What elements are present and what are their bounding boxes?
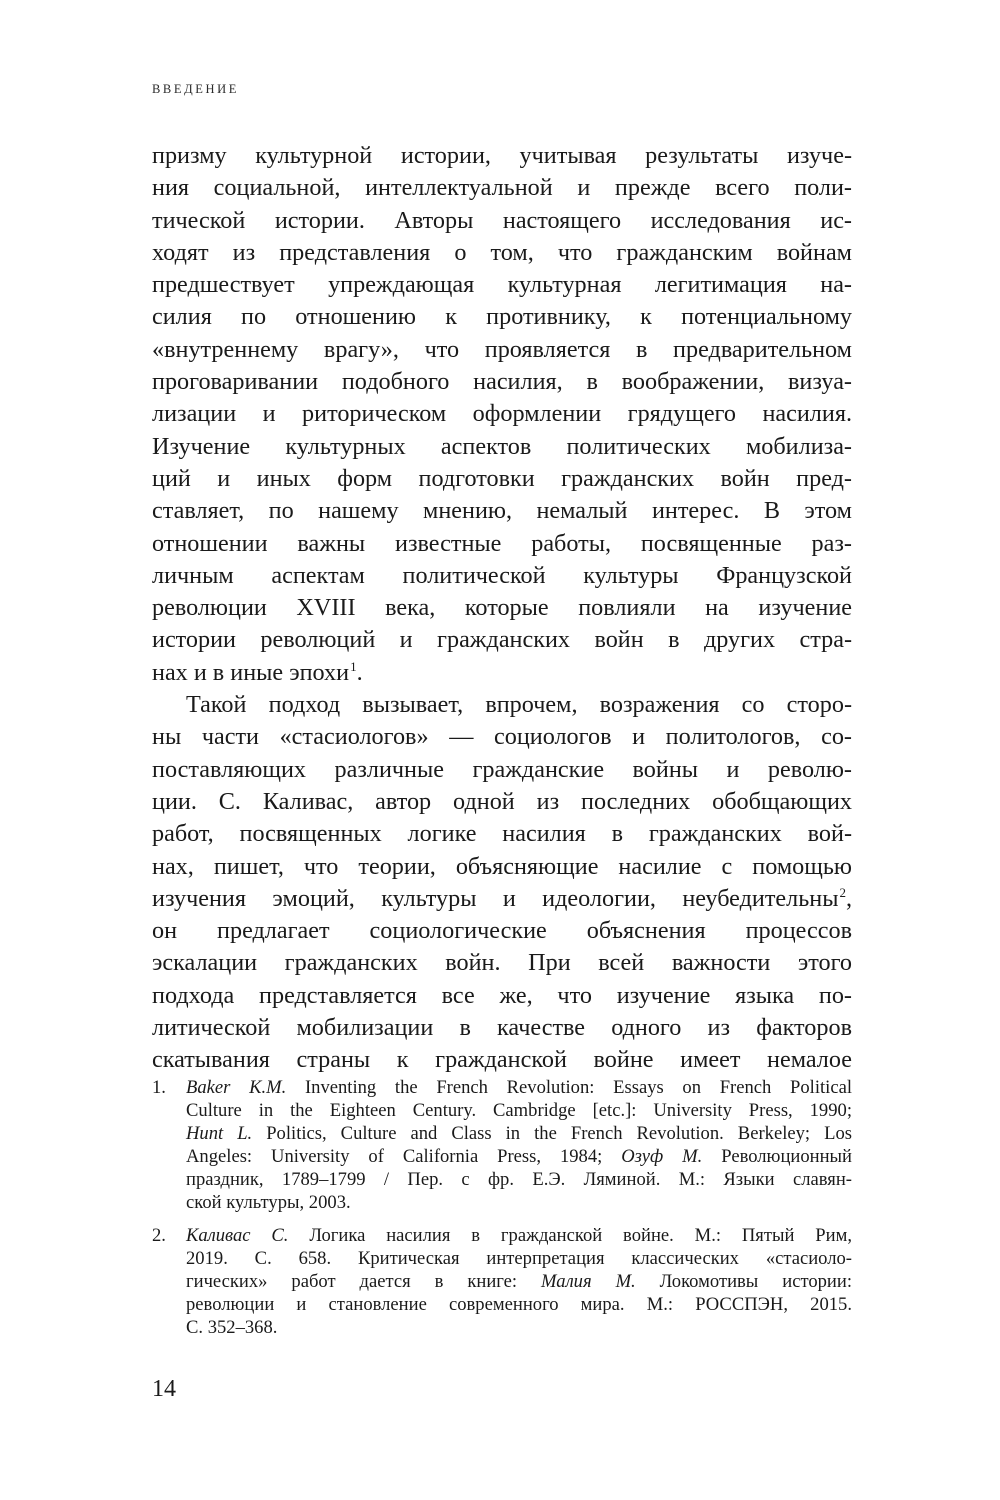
body-line-text: изучения эмоций, культуры и идеологии, неубедительны [152,884,839,912]
page-number: 14 [152,1376,176,1402]
body-line-text: нах и в иные эпохи [152,658,350,686]
body-line: ций и иных форм подготовки гражданских войн пред- [152,464,852,492]
body-line: он предлагает социологические объяснения процессов [152,917,852,945]
body-line: ны части «стасиологов» — социологов и политологов, со- [152,723,852,751]
running-head: ВВЕДЕНИЕ [152,82,239,96]
body-line: поставляющих различные гражданские войны и револю- [152,755,852,783]
body-line [152,883,852,915]
body-line: «внутреннему врагу», что проявляется в предварительном [152,335,852,363]
footnote-line: праздник, 1789–1799 / Пер. с фр. Е.Э. Ляминой. М.: Языки славян- [186,1169,852,1190]
footnote-line: 2019. С. 658. Критическая интерпретация классических «стасиоло- [186,1248,852,1269]
footnote-line: ской культуры, 2003. [186,1192,351,1213]
footnote-text: гических» работ дается в книге: [186,1271,542,1292]
punctuation: . [356,658,363,686]
body-line: ставляет, по нашему мнению, немалый интерес. В этом [152,497,852,525]
footnote-author: Каливас С. [186,1225,289,1246]
footnote-line [186,1270,852,1293]
body-line: отношении важны известные работы, посвященные раз- [152,529,852,557]
body-line: лизации и риторическом оформлении грядущего насилия. [152,400,852,428]
footnote-1 [152,1076,852,1214]
body-line: ции. С. Каливас, автор одной из последних обобщающих [152,787,852,815]
body-line: скатывания страны к гражданской войне имеет немалое [152,1046,852,1074]
body-line: Такой подход вызывает, впрочем, возражения со сторо- [186,691,852,719]
body-line: призму культурной истории, учитывая результаты изуче- [152,142,852,169]
footnote-line [186,1224,852,1247]
punctuation: , [845,884,852,912]
body-line: эскалации гражданских войн. При всей важности этого [152,949,852,977]
body-line: нах, пишет, что теории, объясняющие насилие с помощью [152,852,852,880]
footnote-text: Локомотивы истории: [635,1271,852,1292]
body-line: работ, посвященных логике насилия в гражданских вой- [152,820,852,848]
footnote-text: Революционный [702,1146,852,1167]
body-line [152,657,852,689]
body-line: литической мобилизации в качестве одного из факторов [152,1014,852,1042]
footnote-line: Culture in the Eighteen Century. Cambridge [etc.]: University Press, 1990; [186,1100,852,1121]
footnote-author: Озуф М. [621,1146,703,1167]
body-line: тической истории. Авторы настоящего исследования ис- [152,206,852,234]
body-line: силия по отношению к противнику, к потенциальному [152,303,852,331]
footnote-line: С. 352–368. [186,1317,278,1338]
footnote-author: Baker K.M. [186,1077,287,1098]
footnote-text: Politics, Culture and Class in the French Revolution. Berkeley; Los [252,1123,852,1144]
body-line: предшествует упреждающая культурная легитимация на- [152,271,852,299]
footnote-ref-2[interactable]: 2 [839,884,846,900]
main-text [152,140,852,1077]
body-line: революции XVIII века, которые повлияли на изучение [152,594,852,622]
footnote-line [186,1122,852,1145]
footnotes [152,1076,852,1349]
footnote-text: Inventing the French Revolution: Essays on French Political [286,1077,853,1098]
body-line: личным аспектам политической культуры Французской [152,561,852,589]
body-line: проговаривании подобного насилия, в воображении, визуа- [152,368,852,396]
footnote-text: Логика насилия в гражданской войне. М.: Пятый Рим, [288,1225,853,1246]
footnote-line: революции и становление современного мира. М.: РОССПЭН, 2015. [186,1294,852,1315]
footnote-number: 1. [152,1077,166,1098]
footnote-number: 2. [152,1225,166,1246]
footnote-ref-1[interactable]: 1 [350,658,357,674]
body-line: Изучение культурных аспектов политических мобилиза- [152,432,852,460]
body-line: подхода представляется все же, что изучение языка по- [152,981,852,1009]
body-line: истории революций и гражданских войн в других стра- [152,626,852,654]
footnote-text: Angeles: University of California Press, 1984; [186,1146,622,1167]
body-line: ходят из представления о том, что гражданским войнам [152,238,852,266]
footnote-line [186,1145,852,1168]
body-line: ния социальной, интеллектуальной и прежде всего поли- [152,174,852,202]
footnote-2 [152,1224,852,1339]
footnote-line [186,1076,852,1099]
footnote-author: Hunt L. [186,1123,253,1144]
footnote-author: Малия М. [541,1271,636,1292]
